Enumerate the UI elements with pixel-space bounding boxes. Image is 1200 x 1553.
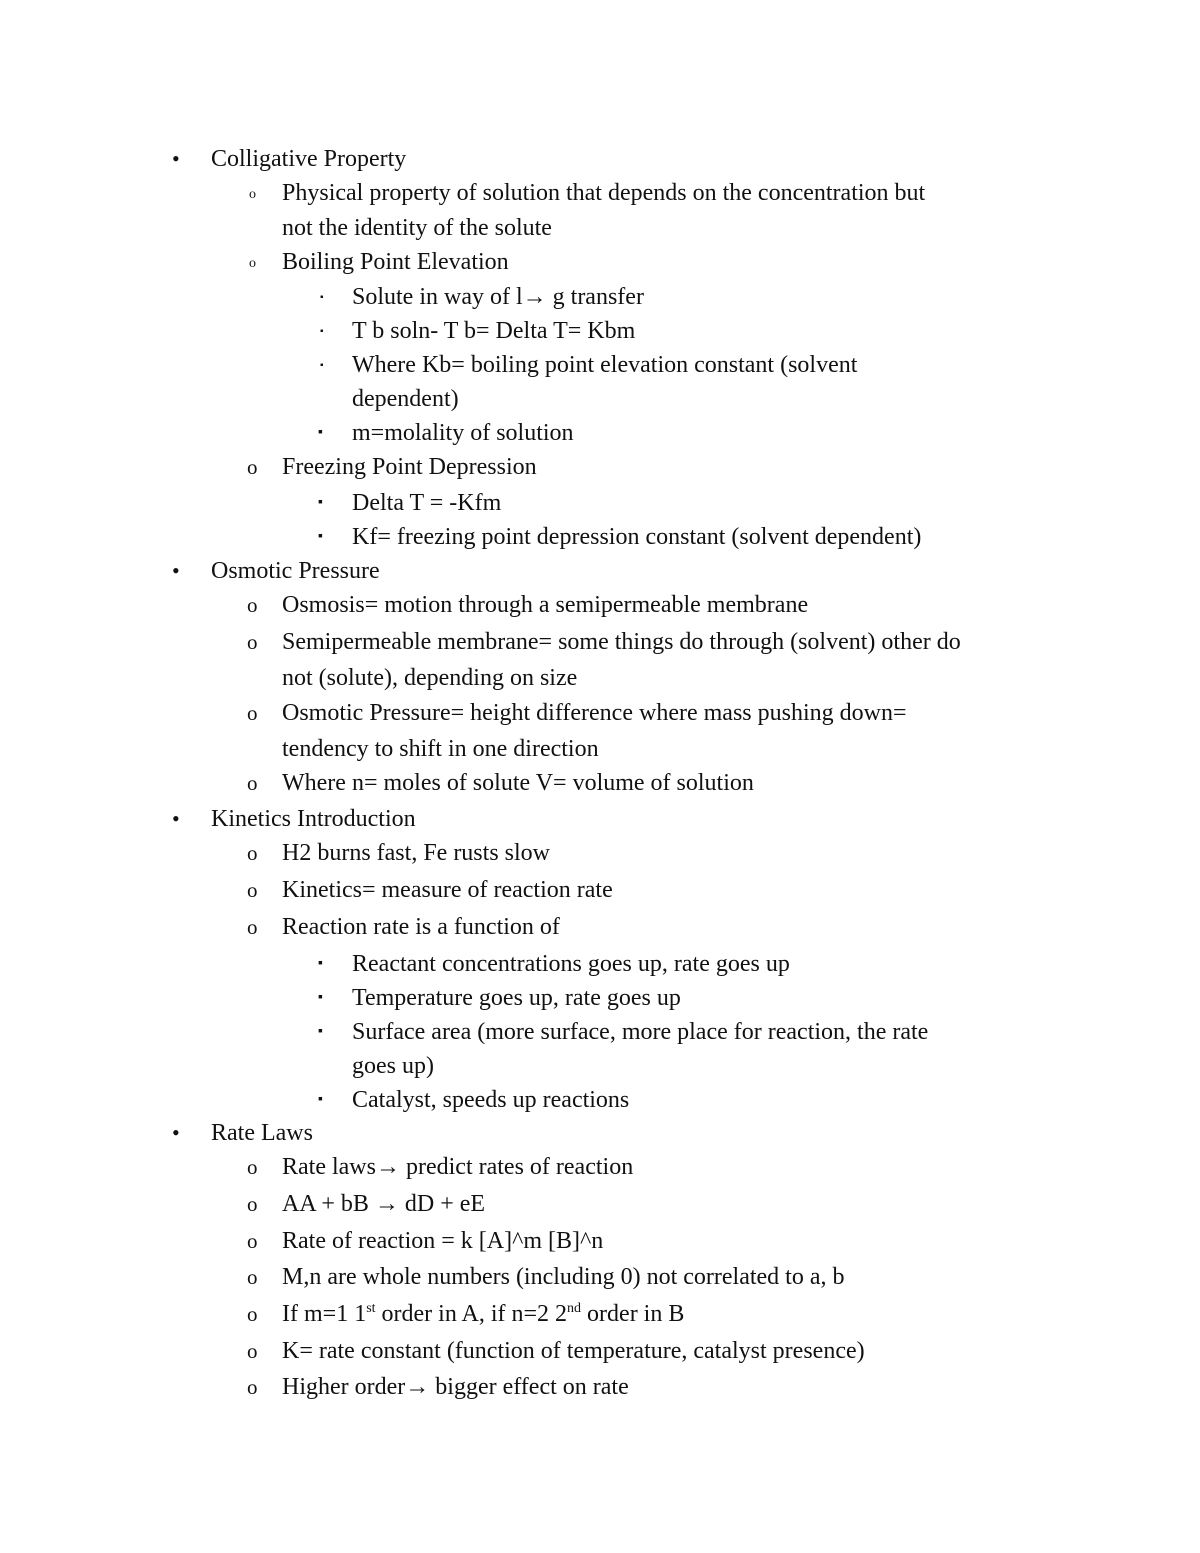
order-example-text-c: order in B <box>581 1301 685 1327</box>
square-marker: ▪ <box>320 360 324 371</box>
section-heading-rate-laws: Rate Laws <box>211 1120 313 1146</box>
freezing-point-detail-1: Delta T = -Kfm <box>352 490 502 516</box>
ordinal-suffix-first: st <box>366 1301 376 1316</box>
boiling-point-detail-3-line1: Where Kb= boiling point elevation constant (solvent <box>352 352 858 378</box>
higher-order-note: Higher order→ bigger effect on rate <box>282 1374 629 1400</box>
reaction-order-example <box>282 1297 684 1331</box>
circle-marker: o <box>247 1302 258 1326</box>
circle-marker: o <box>247 1339 258 1363</box>
boiling-point-elevation-item: Boiling Point Elevation <box>282 249 509 275</box>
boiling-point-detail-4: m=molality of solution <box>352 420 574 446</box>
colligative-definition-line1: Physical property of solution that depends on the concentration but <box>282 180 926 206</box>
section-heading-colligative: Colligative Property <box>211 146 407 172</box>
ordinal-suffix-second: nd <box>567 1301 582 1316</box>
square-marker: ▪ <box>320 326 324 337</box>
boiling-point-detail-1: Solute in way of l→ g transfer <box>352 284 644 310</box>
section-heading-osmotic: Osmotic Pressure <box>211 558 380 584</box>
osmotic-variables: Where n= moles of solute V= volume of solution <box>282 770 754 796</box>
boiling-point-detail-3-line2: dependent) <box>352 386 459 412</box>
rate-factor-surface-area-line1: Surface area (more surface, more place for reaction, the rate <box>352 1019 929 1045</box>
circle-marker: o <box>249 187 256 202</box>
osmosis-definition: Osmosis= motion through a semipermeable membrane <box>282 592 809 618</box>
circle-marker: o <box>247 915 258 939</box>
square-marker: ▪ <box>318 990 323 1005</box>
rate-factor-surface-area-line2: goes up) <box>352 1053 434 1079</box>
circle-marker: o <box>247 1265 258 1289</box>
circle-marker: o <box>247 701 258 725</box>
circle-marker: o <box>247 1192 258 1216</box>
freezing-point-depression-item: Freezing Point Depression <box>282 454 537 480</box>
circle-marker: o <box>247 1155 258 1179</box>
section-heading-kinetics: Kinetics Introduction <box>211 806 416 832</box>
kinetics-definition: Kinetics= measure of reaction rate <box>282 877 613 903</box>
bullet-marker: • <box>172 806 180 831</box>
osmotic-pressure-definition-line2: tendency to shift in one direction <box>282 736 599 762</box>
bullet-marker: • <box>172 1120 180 1145</box>
circle-marker: o <box>247 878 258 902</box>
semipermeable-definition-line1: Semipermeable membrane= some things do through (solvent) other do <box>282 629 961 655</box>
square-marker: ▪ <box>320 292 324 303</box>
colligative-definition-line2: not the identity of the solute <box>282 215 552 241</box>
rate-law-expression: Rate of reaction = k [A]^m [B]^n <box>282 1228 604 1254</box>
rate-factor-catalyst: Catalyst, speeds up reactions <box>352 1087 630 1113</box>
order-example-text-b: order in A, if n=2 2 <box>375 1301 568 1327</box>
general-reaction-equation: AA + bB → dD + eE <box>282 1191 486 1217</box>
order-example-text-a: If m=1 1 <box>282 1301 367 1327</box>
kinetics-example: H2 burns fast, Fe rusts slow <box>282 840 550 866</box>
bullet-marker: • <box>172 558 180 583</box>
square-marker: ▪ <box>318 1024 323 1039</box>
boiling-point-detail-2: T b soln- T b= Delta T= Kbm <box>352 318 636 344</box>
circle-marker: o <box>249 256 256 271</box>
square-marker: ▪ <box>318 529 323 544</box>
bullet-marker: • <box>172 146 180 171</box>
square-marker: ▪ <box>318 495 323 510</box>
circle-marker: o <box>247 841 258 865</box>
square-marker: ▪ <box>318 425 323 440</box>
rate-factor-concentration: Reactant concentrations goes up, rate goes up <box>352 951 790 977</box>
freezing-point-detail-2: Kf= freezing point depression constant (solvent dependent) <box>352 524 922 550</box>
reaction-rate-factors-intro: Reaction rate is a function of <box>282 914 560 940</box>
circle-marker: o <box>247 1375 258 1399</box>
order-exponents-note: M,n are whole numbers (including 0) not correlated to a, b <box>282 1264 845 1290</box>
osmotic-pressure-definition-line1: Osmotic Pressure= height difference where mass pushing down= <box>282 700 907 726</box>
circle-marker: o <box>247 1229 258 1253</box>
circle-marker: o <box>247 455 258 479</box>
rate-factor-temperature: Temperature goes up, rate goes up <box>352 985 681 1011</box>
circle-marker: o <box>247 593 258 617</box>
semipermeable-definition-line2: not (solute), depending on size <box>282 665 578 691</box>
circle-marker: o <box>247 771 258 795</box>
rate-laws-purpose: Rate laws→ predict rates of reaction <box>282 1154 634 1180</box>
rate-constant-definition: K= rate constant (function of temperature, catalyst presence) <box>282 1338 865 1364</box>
square-marker: ▪ <box>318 956 323 971</box>
circle-marker: o <box>247 630 258 654</box>
square-marker: ▪ <box>318 1092 323 1107</box>
